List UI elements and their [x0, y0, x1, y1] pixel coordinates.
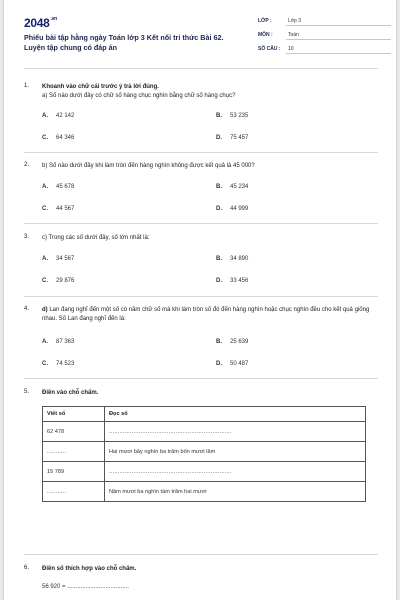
question-body: b) Số nào dưới đây khi làm tròn đến hàng nghìn không được kết quả là 45 000? — [42, 163, 255, 169]
answer-blank[interactable]: ...................................................................... — [105, 462, 366, 482]
question-text — [42, 389, 372, 398]
question-divider — [24, 296, 378, 297]
option-c[interactable]: C. 44 567 — [42, 206, 75, 212]
meta-label: LỚP : — [258, 18, 272, 24]
option-a[interactable]: A. 42 142 — [42, 113, 75, 119]
table-row — [43, 462, 366, 482]
table-header-row — [43, 407, 366, 422]
answer-blank[interactable]: 56 920 = ..................................... — [42, 584, 129, 590]
fill-in-table — [42, 406, 366, 502]
option-b[interactable]: B. 45 234 — [216, 184, 249, 190]
table-cell: Hai mươi bảy nghìn ba trăm bốn mươi lăm — [105, 442, 366, 462]
logo-text: 2048 — [24, 16, 50, 30]
question-divider — [24, 554, 378, 555]
question-text — [42, 83, 372, 101]
question-number: 6. — [24, 565, 30, 571]
meta-label: MÔN : — [258, 32, 273, 38]
table-cell: 62 478 — [43, 422, 105, 442]
table-row — [43, 442, 366, 462]
site-logo[interactable] — [24, 16, 57, 30]
column-header-write-number: Viết số — [43, 407, 105, 422]
option-c[interactable]: C. 64 346 — [42, 135, 75, 141]
answer-blank[interactable]: ........... — [43, 442, 105, 462]
meta-underline — [286, 25, 391, 26]
option-a[interactable]: A. 87 363 — [42, 339, 75, 345]
question-number: 5. — [24, 389, 30, 395]
option-c[interactable]: C. 74 523 — [42, 361, 75, 367]
question-number: 2. — [24, 162, 30, 168]
question-heading: Điền số thích hợp vào chỗ chấm. — [42, 566, 137, 572]
answer-blank[interactable]: ........... — [43, 482, 105, 502]
worksheet-page — [4, 0, 396, 600]
question-body: Lan đang nghĩ đến một số có năm chữ số mà khi làm tròn số đó đến hàng nghìn hoặc chục nghìn đều cho kết quả giống nhau. Số Lan đang nghĩ đến là: — [42, 307, 370, 322]
option-b[interactable]: B. 53 235 — [216, 113, 249, 119]
question-number: 1. — [24, 83, 30, 89]
question-divider — [24, 378, 378, 379]
question-body: c) Trong các số dưới đây, số lớn nhất là: — [42, 235, 150, 241]
meta-underline — [286, 39, 391, 40]
meta-value: Toán — [288, 32, 299, 38]
meta-label: SỐ CÂU : — [258, 46, 281, 52]
question-text — [42, 565, 372, 574]
logo-suffix: .vn — [50, 16, 57, 22]
option-b[interactable]: B. 25 639 — [216, 339, 249, 345]
header-divider — [24, 68, 378, 69]
meta-value: Lớp 3 — [288, 18, 302, 24]
answer-blank[interactable]: ...................................................................... — [105, 422, 366, 442]
question-divider — [24, 152, 378, 153]
table-row — [43, 482, 366, 502]
option-a[interactable]: A. 34 567 — [42, 256, 75, 262]
question-body: a) Số nào dưới đây có chữ số hàng chục nghìn bằng chữ số hàng chục? — [42, 93, 236, 99]
meta-value: 10 — [288, 46, 294, 52]
option-b[interactable]: B. 34 890 — [216, 256, 249, 262]
option-d[interactable]: D. 75 457 — [216, 135, 249, 141]
option-d[interactable]: D. 33 456 — [216, 278, 249, 284]
table-cell: 15 789 — [43, 462, 105, 482]
meta-underline — [286, 53, 391, 54]
table-cell: Năm mươi ba nghìn tám trăm hai mươi — [105, 482, 366, 502]
column-header-read-number: Đọc số — [105, 407, 366, 422]
question-number: 3. — [24, 234, 30, 240]
question-label: d) — [42, 307, 48, 313]
table-row — [43, 422, 366, 442]
worksheet-title: Phiếu bài tập hằng ngày Toán lớp 3 Kết nối tri thức Bài 62. Luyện tập chung có đáp án — [24, 33, 224, 52]
question-divider — [24, 223, 378, 224]
option-c[interactable]: C. 29 876 — [42, 278, 75, 284]
question-text — [42, 306, 372, 324]
option-d[interactable]: D. 50 487 — [216, 361, 249, 367]
question-number: 4. — [24, 306, 30, 312]
option-d[interactable]: D. 44 999 — [216, 206, 249, 212]
option-a[interactable]: A. 45 678 — [42, 184, 75, 190]
question-heading: Khoanh vào chữ cái trước ý trả lời đúng. — [42, 84, 159, 90]
question-heading: Điền vào chỗ chấm. — [42, 390, 99, 396]
